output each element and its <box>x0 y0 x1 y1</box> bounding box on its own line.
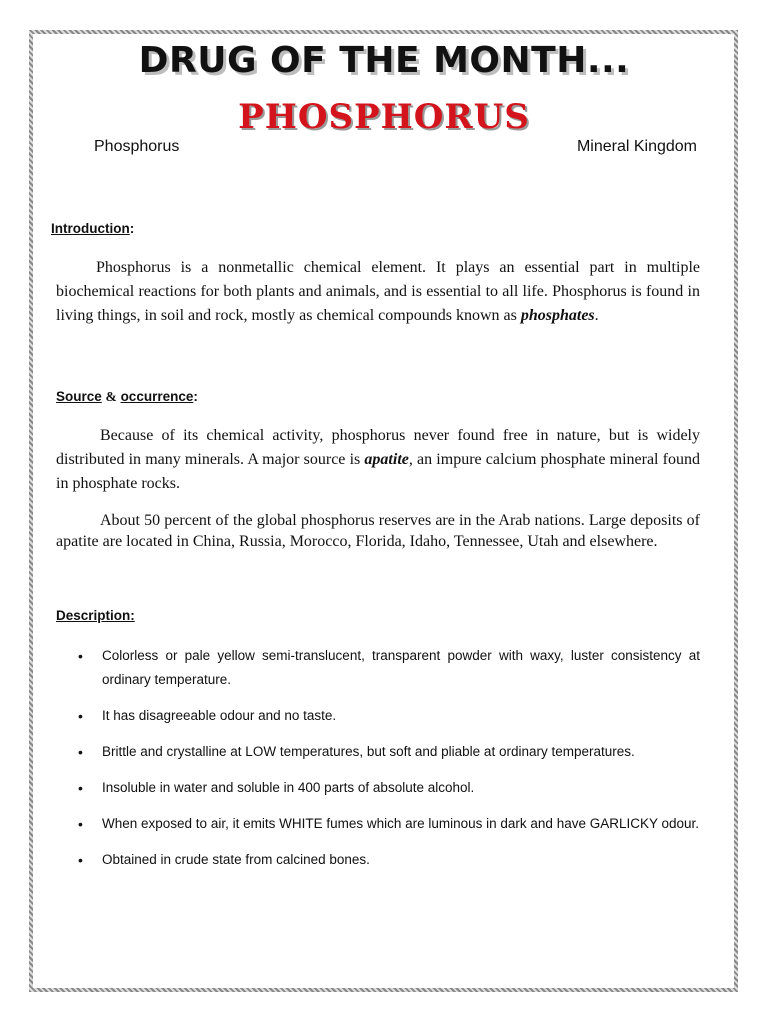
description-list <box>56 644 700 884</box>
source-occurrence-heading: Source & occurrence: <box>56 389 198 404</box>
list-item: • When exposed to air, it emits WHITE fumes which are luminous in dark and have GARLICKY odour. <box>78 816 700 832</box>
list-item: • Obtained in crude state from calcined bones. <box>78 852 370 868</box>
drug-name-label: Phosphorus <box>94 138 180 155</box>
list-item: • Colorless or pale yellow semi-translucent, transparent powder with waxy, luster consistency at ordinary temperature. <box>78 648 700 687</box>
description-heading: Description: <box>56 608 135 623</box>
drug-name-banner: PHOSPHORUS <box>238 97 530 137</box>
page-title: DRUG OF THE MONTH... <box>138 40 630 81</box>
source-paragraph-1: Because of its chemical activity, phosphorus never found free in nature, but is widely distributed in many minerals. A major source is apatite, an impure calcium phosphate mineral found in phosphate rocks. <box>56 427 701 492</box>
introduction-paragraph: Phosphorus is a nonmetallic chemical element. It plays an essential part in multiple biochemical reactions for both plants and animals, and is essential to all life. Phosphorus is found in living things, in soil and rock, mostly as chemical compounds known as phosphates. <box>56 259 700 324</box>
source-paragraph-2: About 50 percent of the global phosphorus reserves are in the Arab nations. Large deposits of apatite are located in China, Russia, Morocco, Florida, Idaho, Tennessee, Utah and elsewhere. <box>56 512 700 550</box>
introduction-heading: Introduction: <box>51 221 135 236</box>
drug-info-row <box>94 138 697 156</box>
apatite-emphasis: apatite <box>364 451 409 468</box>
list-item: • Insoluble in water and soluble in 400 parts of absolute alcohol. <box>78 780 475 796</box>
list-item: • Brittle and crystalline at LOW temperatures, but soft and pliable at ordinary temperatures. <box>78 744 635 760</box>
list-item: • It has disagreeable odour and no taste. <box>78 708 337 724</box>
kingdom-label: Mineral Kingdom <box>576 138 697 155</box>
phosphates-emphasis: phosphates <box>520 307 595 324</box>
